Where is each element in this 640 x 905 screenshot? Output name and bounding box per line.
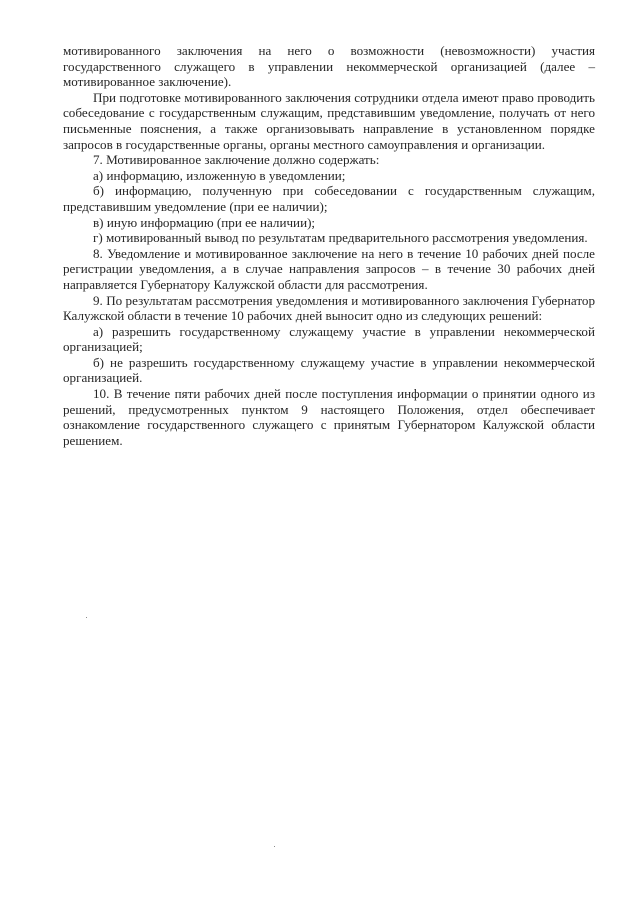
paragraph-9a: а) разрешить государственному служащему участие в управлении некоммерческой организацией; — [63, 323, 595, 355]
paragraph-preparation: При подготовке мотивированного заключения сотрудники отдела имеют право проводить собеседование с государственным служащим, представившим уведомление, получать от него письменные пояснения, а также организовывать направление в установленном порядке запросов в государственные органы, органы местного самоуправления и организации. — [63, 89, 595, 152]
paragraph-9b: б) не разрешить государственному служащему участие в управлении некоммерческой организацией. — [63, 354, 595, 386]
paragraph-10: 10. В течение пяти рабочих дней после поступления информации о принятии одного из решений, предусмотренных пунктом 9 настоящего Положения, отдел обеспечивает ознакомление государственного служащего с принятым Губернатором Калужской области решением. — [63, 386, 595, 448]
paragraph-7b: б) информацию, полученную при собеседовании с государственным служащим, представившим уведомление (при ее наличии); — [63, 183, 595, 214]
scan-speck — [274, 846, 275, 847]
paragraph-8: 8. Уведомление и мотивированное заключение на него в течение 10 рабочих дней после регистрации уведомления, а в случае направления запросов – в течение 30 рабочих дней направляется Губернатору Калужской области для рассмотрения. — [63, 245, 595, 292]
document-body — [63, 43, 595, 448]
paragraph-7v: в) иную информацию (при ее наличии); — [93, 214, 316, 230]
scan-speck — [86, 617, 87, 618]
paragraph-7a: а) информацию, изложенную в уведомлении; — [93, 167, 346, 183]
paragraph-continuation: мотивированного заключения на него о возможности (невозможности) участия государственного служащего в управлении некоммерческой организацией (далее – мотивированное заключение). — [63, 43, 595, 90]
paragraph-7: 7. Мотивированное заключение должно содержать: — [93, 152, 380, 168]
paragraph-9: 9. По результатам рассмотрения уведомления и мотивированного заключения Губернатор Калужской области в течение 10 рабочих дней выносит одно из следующих решений: — [63, 292, 595, 324]
paragraph-7g: г) мотивированный вывод по результатам предварительного рассмотрения уведомления. — [93, 230, 588, 246]
